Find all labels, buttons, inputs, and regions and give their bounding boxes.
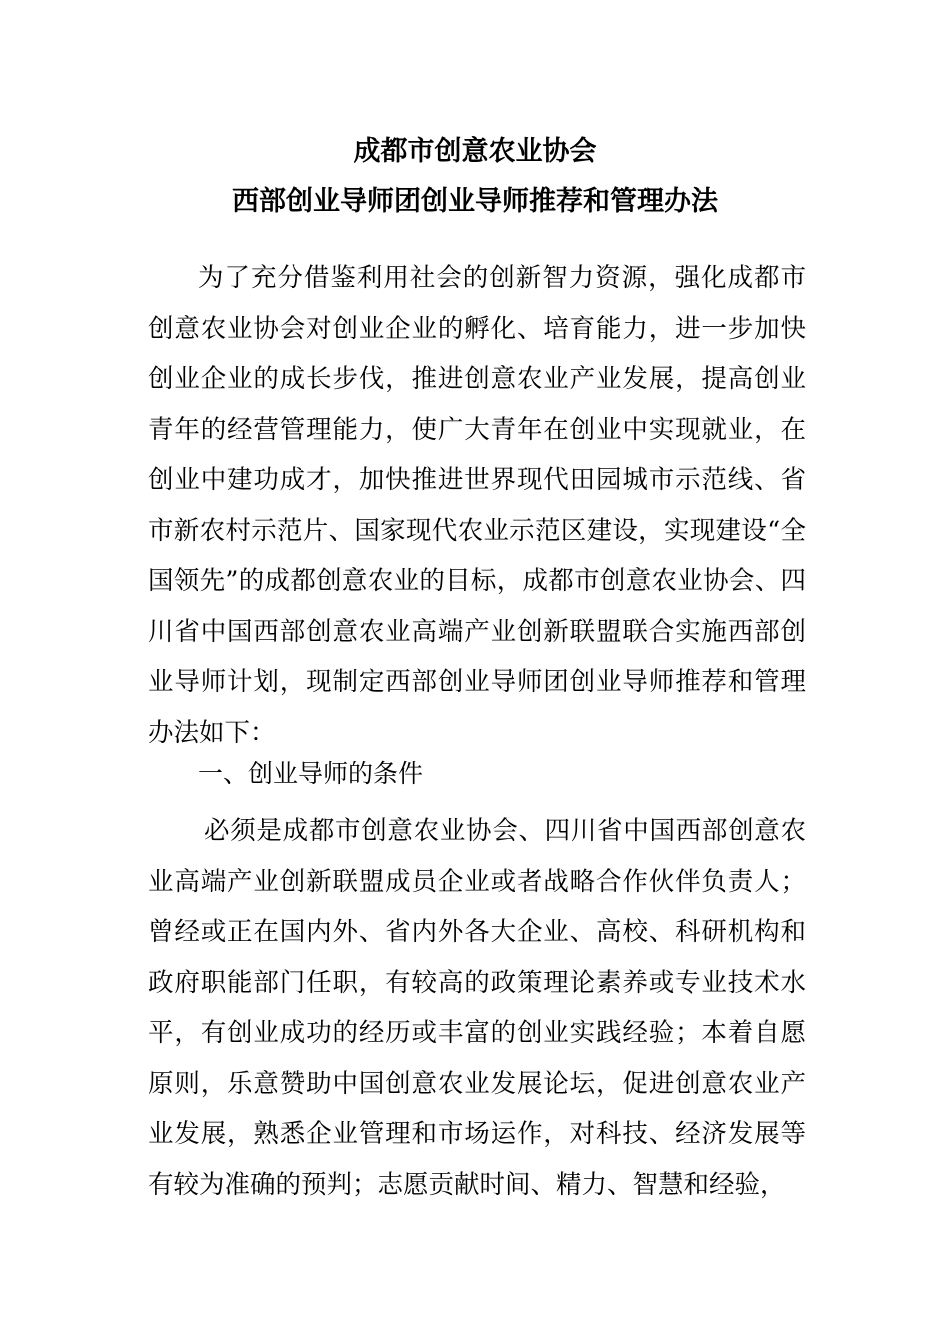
conditions-paragraph: 必须是成都市创意农业协会、四川省中国西部创意农业高端产业创新联盟成员企业或者战略合作伙伴负责人；曾经或正在国内外、省内外各大企业、高校、科研机构和政府职能部门任职，有较高的政策理论素养或专业技术水平，有创业成功的经历或丰富的创业实践经验；本着自愿原则，乐意赞助中国创意农业发展论坛，促进创意农业产业发展，熟悉企业管理和市场运作，对科技、经济发展等有较为准确的预判；志愿贡献时间、精力、智慧和经验， <box>148 816 806 1200</box>
document-title-line1: 成都市创意农业协会 <box>353 136 597 167</box>
intro-paragraph: 为了充分借鉴利用社会的创新智力资源，强化成都市创意农业协会对创业企业的孵化、培育能力，进一步加快创业企业的成长步伐，推进创意农业产业发展，提高创业青年的经营管理能力，使广大青年在创业中实现就业，在创业中建功成才，加快推进世界现代田园城市示范线、省市新农村示范片、国家现代农业示范区建设，实现建设“全国领先”的成都创意农业的目标，成都市创意农业协会、四川省中国西部创意农业高端产业创新联盟联合实施西部创业导师计划，现制定西部创业导师团创业导师推荐和管理办法如下： <box>148 263 806 748</box>
document-title-line2: 西部创业导师团创业导师推荐和管理办法 <box>232 186 718 217</box>
section-heading-1: 一、创业导师的条件 <box>198 759 424 788</box>
